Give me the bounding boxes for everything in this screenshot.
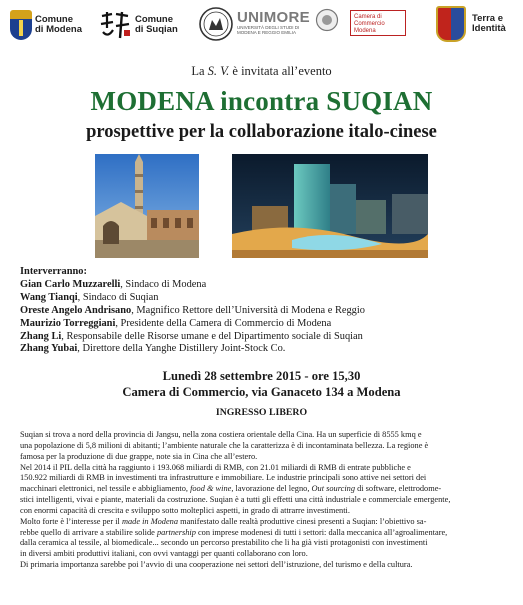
modena-cathedral-photo — [95, 154, 199, 258]
unimore-sub1: UNIVERSITÀ DEGLI STUDI DI — [237, 25, 300, 30]
description-line: Suqian si trova a nord della provincia di Jangsu, nella zona costiera orientale della Cina. Ha un superficie di 8555 kmq e — [20, 430, 422, 439]
invite-pre: La — [191, 64, 208, 78]
description-line: una popolazione di 5,8 milioni di abitanti; l’ambiente naturale che la caratterizza è di incontaminata bellezza. La regione è — [20, 440, 429, 450]
invite-post: è invitata all’evento — [229, 64, 332, 78]
speaker-item: Zhang Li, Responsabile delle Risorse umane e del Dipartimento sociale di Suqian — [20, 330, 363, 342]
speaker-item: Gian Carlo Muzzarelli, Sindaco di Modena — [20, 278, 207, 290]
camera-logo-line1: Camera di Commercio — [354, 14, 385, 27]
unimore-name: UNIMORE — [237, 9, 310, 26]
description-line: stici intelligenti, vivai e piante, materiali da costruzione. Suqian è a tutti gli effetti una città industriale e commerciale emergente, — [20, 495, 451, 505]
terra-logo-line2: Identità — [472, 23, 506, 34]
description-line: famosa per la produzione di due grappe, note sia in Cina che all’estero. — [20, 451, 258, 461]
event-title: MODENA incontra SUQIAN — [90, 86, 433, 116]
event-date: Lunedì 28 settembre 2015 - ore 15,30 — [162, 369, 361, 383]
suqian-logo-line1: Comune — [135, 14, 173, 25]
suqian-calligraphy-icon — [98, 8, 132, 42]
comune-modena-logo — [10, 10, 82, 40]
description-line: con enormi capacità di crescita e sviluppo sotto molteplici aspetti, in grado di attrarre investimenti. — [20, 505, 350, 515]
university-seal-icon — [198, 6, 234, 42]
speaker-item: Maurizio Torreggiani, Presidente della Camera di Commercio di Modena — [20, 317, 332, 329]
description-line: 150.922 miliardi di RMB in investimenti tra infrastrutture e immobiliare. Le industrie principali sono attive nei settori dei — [20, 473, 427, 483]
event-date-place — [0, 368, 523, 400]
description-line: dalla ceramica al tessile, al biomedicale... secondo un percorso prestabilito che li ha già visti protagonisti con investimenti — [20, 538, 428, 548]
logo-strip — [6, 4, 518, 48]
modena-logo-line1: Comune — [35, 14, 73, 25]
unimore-sub2: MODENA E REGGIO EMILIA — [237, 30, 297, 35]
modena-logo-line2: di Modena — [35, 24, 82, 35]
description-line: Di primaria importanza sarebbe poi l’avvio di una cooperazione nei settori dell’istruzione, del turismo e della cultura. — [20, 560, 413, 570]
chamber-seal-icon — [315, 8, 339, 32]
terra-logo-line1: Terra e — [472, 13, 503, 24]
description-text — [20, 430, 510, 571]
description-line: in diversi ambiti produttivi italiani, con ovvi vantaggi per quanti collaborano con loro. — [20, 549, 308, 559]
chamber-seal-logo — [315, 8, 339, 32]
suqian-night-photo — [232, 154, 428, 258]
description-line: rebbe quello di arrivare a stabilire solide partnership con imprese modenesi di tutti i settori: dalla meccanica all’agroalimentare, — [20, 527, 448, 537]
invite-sv: S. V. — [207, 64, 230, 78]
event-subtitle: prospettive per la collaborazione italo-cinese — [86, 122, 437, 142]
camera-commercio-box — [350, 10, 406, 36]
free-entry: INGRESSO LIBERO — [215, 407, 308, 418]
camera-commercio-logo — [350, 10, 406, 36]
invitation-line — [0, 64, 523, 79]
terra-identita-logo — [436, 6, 506, 42]
speakers-heading: Interverranno: — [20, 266, 87, 277]
speaker-item: Wang Tianqi, Sindaco di Suqian — [20, 291, 159, 303]
suqian-logo-line2: di Suqian — [135, 24, 178, 35]
description-line: Molto forte è l’interesse per il made in Modena manifestato dalle realtà produttive cinesi presenti a Suqian: l’obiettivo sa- — [20, 516, 427, 526]
description-line: Nel 2014 il PIL della città ha raggiunto i 193.068 miliardi di RMB, con 21.01 miliardi di RMB di entrate pubbliche e — [20, 462, 411, 472]
speaker-item: Oreste Angelo Andrisano, Magnifico Rettore dell’Università di Modena e Reggio — [20, 304, 365, 316]
camera-logo-line2: Modena — [354, 28, 376, 34]
terra-identita-crest-icon — [436, 6, 466, 42]
description-line: macchinari elettronici, nel tessile e abbigliamento, food & wine, lavorazione del legno, Out sourcing di software, elettrodome- — [20, 484, 442, 494]
university-seal-logo — [198, 6, 234, 42]
event-place: Camera di Commercio, via Ganaceto 134 a Modena — [122, 385, 401, 399]
modena-crest-icon — [10, 10, 32, 40]
speakers-section — [20, 266, 510, 356]
comune-suqian-logo — [98, 8, 178, 42]
unimore-logo — [237, 10, 310, 35]
speaker-item: Zhang Yubai, Direttore della Yanghe Distillery Joint-Stock Co. — [20, 343, 286, 355]
